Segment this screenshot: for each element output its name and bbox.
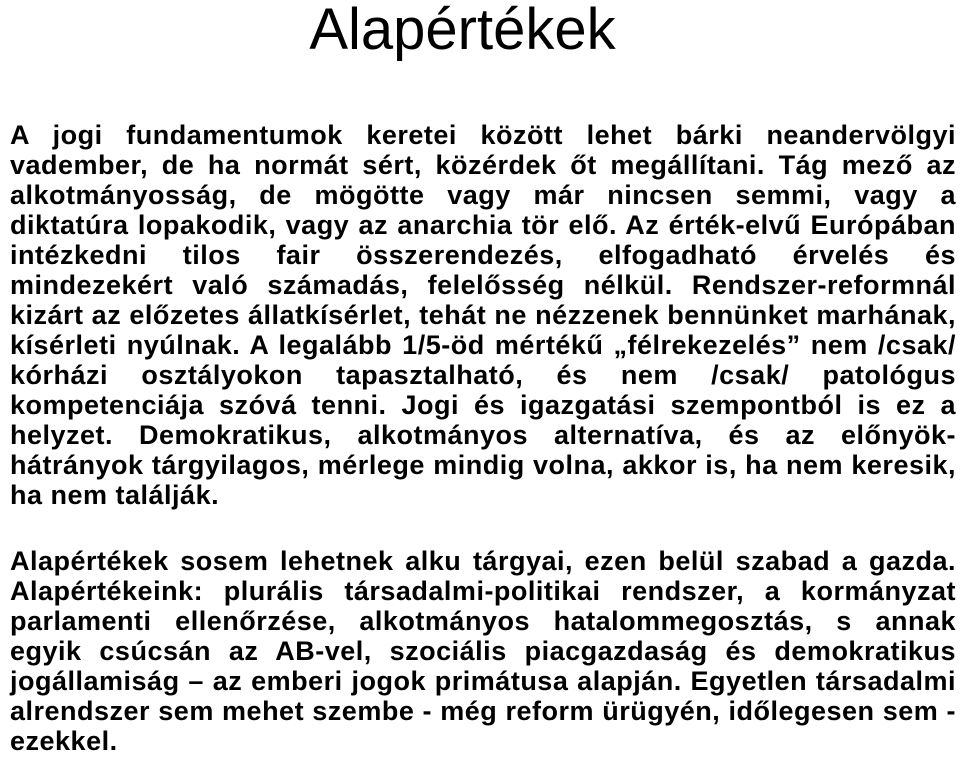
paragraph-fundamentals: A jogi fundamentumok keretei között lehet bárki neandervölgyi vadember, de ha normát sért, közérdek őt megállítani. Tág mező az alkotmányosság, de mögötte vagy már nincsen semmi, vagy a diktatúra lopakodik, vagy az anarchia tör elő. Az érték-elvű Európában intézkedni tilos fair összerendezés, elfogadható érvelés és mindezekért való számadás, felelősség nélkül. Rendszer-reformnál kizárt az előzetes állatkísérlet, tehát ne nézzenek bennünket marhának, kísérleti nyúlnak. A legalább 1/5-öd mértékű „félrekezelés” nem /csak/ kórházi osztályokon tapasztalható, és nem /csak/ patológus kompetenciája szóvá tenni. Jogi és igazgatási szempontból is ez a helyzet. Demokratikus, alkotmányos alternatíva, és az előnyök-hátrányok tárgyilagos, mérlege mindig volna, akkor is, ha nem keresik, ha nem találják.: [10, 120, 956, 510]
page-title: Alapértékek: [309, 0, 616, 62]
paragraph-core-values: Alapértékek sosem lehetnek alku tárgyai, ezen belül szabad a gazda. Alapértékeink: plurális társadalmi-politikai rendszer, a kormányzat parlamenti ellenőrzése, alkotmányos hatalommegosztás, s annak egyik csúcsán az AB-vel, szociális piacgazdaság és demokratikus jogállamiság – az emberi jogok primátusa alapján. Egyetlen társadalmi alrendszer sem mehet szembe - még reform ürügyén, időlegesen sem - ezekkel.: [10, 546, 956, 756]
